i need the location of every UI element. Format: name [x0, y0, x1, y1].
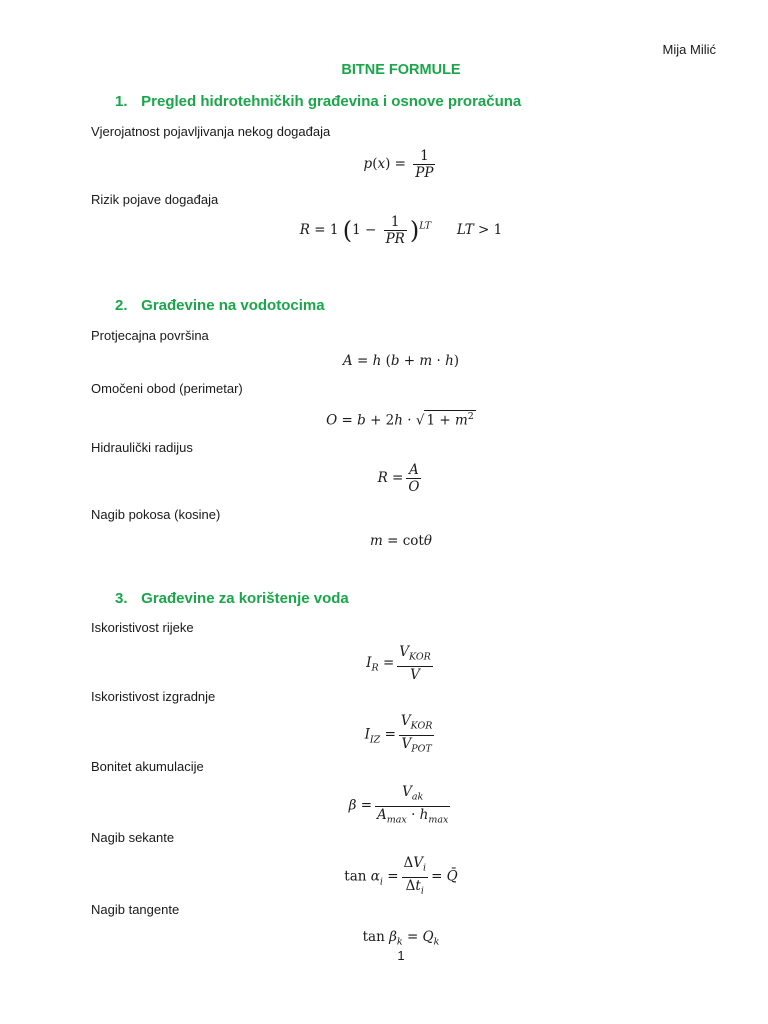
formula-probability: p(x) = $\frac{1}{PP}$: [363, 148, 434, 181]
page-number: 1: [397, 948, 405, 963]
formula-secant-slope: $\tan \alpha_i$ = $\frac{\Delta V_i}{\Delta t_i}$ = Q̄: [344, 855, 458, 897]
section-number: 3.: [115, 590, 128, 607]
formula-construction-utilization: $I_{IZ}$ = $\frac{V_{KOR}}{V_{POT}}$: [364, 713, 433, 755]
label-tangent-slope: Nagib tangente: [91, 902, 180, 917]
section-title: Građevine na vodotocima: [141, 297, 325, 314]
section-title: Građevine za korištenje voda: [141, 590, 349, 607]
formula-hydraulic-radius: R = $\frac{A}{O}$: [377, 462, 420, 495]
formula-river-utilization: $I_R$ = $\frac{V_{KOR}}{V}$: [366, 644, 431, 683]
formula-tangent-slope: $\tan \beta_k = Q_k$: [362, 929, 440, 948]
section-heading-3: [115, 590, 349, 607]
label-risk: Rizik pojave događaja: [91, 192, 219, 207]
label-probability: Vjerojatnost pojavljivanja nekog događaja: [91, 124, 331, 139]
formula-flow-area: A = h (b + m · h): [342, 353, 460, 369]
formula-wetted-perimeter: O = b + 2h · √ $1 + m^2$: [326, 411, 474, 429]
label-hydraulic-radius: Hidraulički radijus: [91, 440, 193, 455]
label-wetted-perimeter: Omočeni obod (perimetar): [91, 381, 243, 396]
section-number: 1.: [115, 93, 128, 110]
formula-accumulation-quality: β = $\frac{V_{ak}}{A_{max} \cdot h_{max}}$: [348, 784, 449, 826]
label-river-utilization: Iskoristivost rijeke: [91, 620, 194, 635]
label-construction-utilization: Iskoristivost izgradnje: [91, 689, 216, 704]
section-heading-2: [115, 297, 325, 314]
label-slope-grade: Nagib pokosa (kosine): [91, 507, 221, 522]
section-number: 2.: [115, 297, 128, 314]
document-title: BITNE FORMULE: [341, 62, 461, 78]
formula-slope-grade: m = cotθ: [370, 533, 432, 549]
label-accumulation-quality: Bonitet akumulacije: [91, 759, 204, 774]
label-secant-slope: Nagib sekante: [91, 830, 175, 845]
author-name: Mija Milić: [662, 42, 716, 57]
formula-risk: R = 1 (1 − $\frac{1}{PR}$ )$^{LT}$ LT > 1: [299, 214, 503, 247]
section-heading-1: [115, 93, 521, 110]
label-flow-area: Protjecajna površina: [91, 328, 209, 343]
section-title: Pregled hidrotehničkih građevina i osnove proračuna: [141, 93, 522, 110]
